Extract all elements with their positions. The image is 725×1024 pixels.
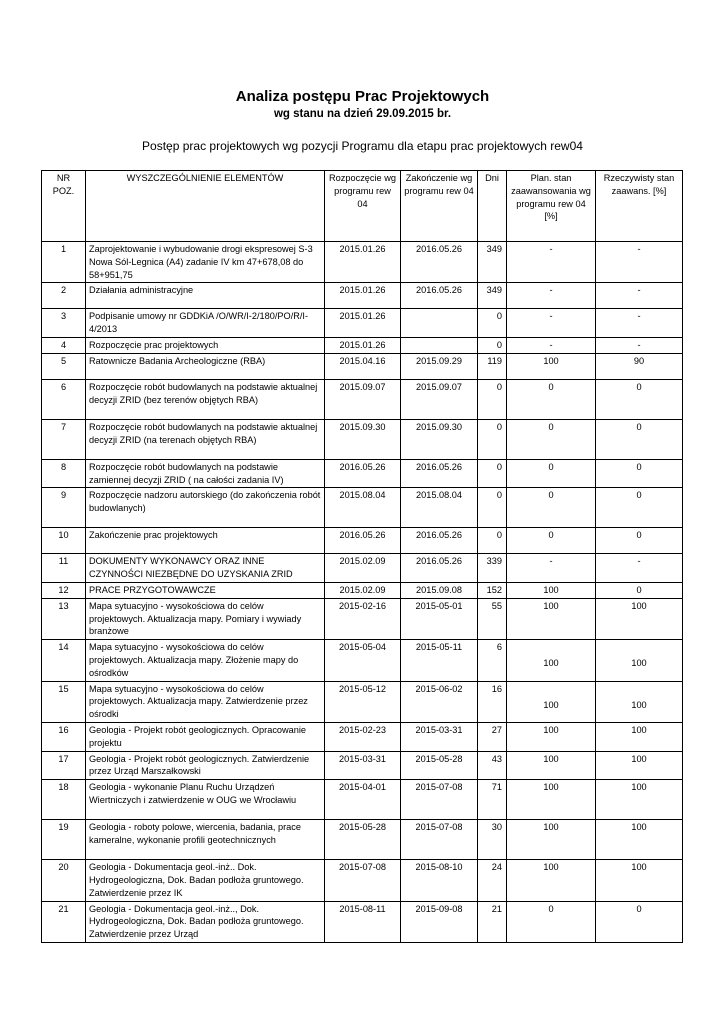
document-title: Analiza postępu Prac Projektowych	[235, 88, 490, 105]
row-actual-progress: 100	[596, 820, 683, 860]
row-days: 30	[478, 820, 507, 860]
table-row	[42, 283, 683, 309]
row-actual-progress: 0	[596, 901, 683, 942]
table-row	[42, 528, 683, 554]
row-end-date: 2015-05-11	[401, 640, 478, 681]
row-days: 119	[478, 353, 507, 379]
row-end-date: 2016.05.26	[401, 554, 478, 583]
row-description: Mapa sytuacyjno - wysokościowa do celów projektowych. Aktualizacja mapy. Pomiary i wywiady branżowe	[86, 598, 325, 639]
row-days: 339	[478, 554, 507, 583]
row-days: 152	[478, 582, 507, 598]
row-plan-progress: 0	[507, 488, 596, 528]
row-description: Ratownicze Badania Archeologiczne (RBA)	[86, 353, 325, 379]
row-actual-progress: 0	[596, 582, 683, 598]
document-subtitle: wg stanu na dzień 29.09.2015 br.	[273, 108, 452, 120]
row-description: DOKUMENTY WYKONAWCY ORAZ INNE CZYNNOŚCI NIEZBĘDNE DO UZYSKANIA ZRID	[86, 554, 325, 583]
row-days: 6	[478, 640, 507, 681]
table-row	[42, 419, 683, 459]
row-number: 8	[42, 459, 86, 488]
row-plan-progress: -	[507, 283, 596, 309]
row-actual-progress: 0	[596, 488, 683, 528]
row-actual-progress: -	[596, 337, 683, 353]
col-header-actual: Rzeczywisty stan zaawans. [%]	[596, 171, 683, 242]
table-row	[42, 379, 683, 419]
row-number: 3	[42, 309, 86, 338]
table-row	[42, 598, 683, 639]
row-actual-progress: 90	[596, 353, 683, 379]
col-header-plan: Plan. stan zaawansowania wg programu rew 04 [%]	[507, 171, 596, 242]
row-number: 7	[42, 419, 86, 459]
table-row	[42, 780, 683, 820]
row-days: 27	[478, 722, 507, 751]
row-end-date: 2015.08.04	[401, 488, 478, 528]
row-end-date: 2015.09.30	[401, 419, 478, 459]
table-row	[42, 242, 683, 283]
table-row	[42, 554, 683, 583]
row-number: 18	[42, 780, 86, 820]
row-actual-progress: 0	[596, 528, 683, 554]
row-end-date	[401, 337, 478, 353]
row-description: Rozpoczęcie robót budowlanych na podstawie aktualnej decyzji ZRID (bez terenów objętych RBA)	[86, 379, 325, 419]
row-description: Mapa sytuacyjno - wysokościowa do celów projektowych. Aktualizacja mapy. Złożenie mapy do ośrodków	[86, 640, 325, 681]
col-header-desc: WYSZCZEGÓLNIENIE ELEMENTÓW	[86, 171, 325, 242]
row-days: 24	[478, 860, 507, 901]
row-start-date: 2016.05.26	[325, 528, 401, 554]
row-start-date: 2015.01.26	[325, 283, 401, 309]
row-end-date: 2015.09.07	[401, 379, 478, 419]
row-start-date: 2015.08.04	[325, 488, 401, 528]
row-plan-progress: -	[507, 337, 596, 353]
row-days: 16	[478, 681, 507, 722]
row-actual-progress: 100	[596, 751, 683, 780]
col-header-days: Dni	[478, 171, 507, 242]
table-row	[42, 681, 683, 722]
row-start-date: 2016.05.26	[325, 459, 401, 488]
row-days: 349	[478, 242, 507, 283]
row-days: 0	[478, 337, 507, 353]
row-number: 19	[42, 820, 86, 860]
row-actual-progress: 100	[596, 598, 683, 639]
row-days: 0	[478, 459, 507, 488]
row-days: 0	[478, 379, 507, 419]
row-days: 0	[478, 419, 507, 459]
row-start-date: 2015-03-31	[325, 751, 401, 780]
row-plan-progress: 100	[507, 860, 596, 901]
row-end-date: 2015-07-08	[401, 820, 478, 860]
row-number: 14	[42, 640, 86, 681]
col-header-start: Rozpoczęcie wg programu rew 04	[325, 171, 401, 242]
row-number: 1	[42, 242, 86, 283]
row-actual-progress: 0	[596, 419, 683, 459]
row-plan-progress: -	[507, 242, 596, 283]
row-start-date: 2015-04-01	[325, 780, 401, 820]
row-description: Zaprojektowanie i wybudowanie drogi ekspresowej S-3 Nowa Sól-Legnica (A4) zadanie IV km 47+678,08 do 58+951,75	[86, 242, 325, 283]
row-number: 17	[42, 751, 86, 780]
row-actual-progress: 100	[596, 640, 683, 681]
row-actual-progress: 0	[596, 379, 683, 419]
row-plan-progress: 100	[507, 640, 596, 681]
row-end-date: 2015.09.29	[401, 353, 478, 379]
row-number: 9	[42, 488, 86, 528]
row-number: 12	[42, 582, 86, 598]
row-plan-progress: 0	[507, 528, 596, 554]
row-description: Rozpoczęcie robót budowlanych na podstawie aktualnej decyzji ZRID (na terenach objętych RBA)	[86, 419, 325, 459]
row-description: Mapa sytuacyjno - wysokościowa do celów projektowych. Aktualizacja mapy. Zatwierdzenie przez ośrodki	[86, 681, 325, 722]
row-days: 55	[478, 598, 507, 639]
row-start-date: 2015-05-12	[325, 681, 401, 722]
row-start-date: 2015-05-04	[325, 640, 401, 681]
row-plan-progress: 100	[507, 751, 596, 780]
row-plan-progress: 100	[507, 582, 596, 598]
row-actual-progress: -	[596, 554, 683, 583]
row-days: 43	[478, 751, 507, 780]
row-start-date: 2015.09.30	[325, 419, 401, 459]
row-plan-progress: -	[507, 309, 596, 338]
row-actual-progress: 100	[596, 681, 683, 722]
row-days: 21	[478, 901, 507, 942]
table-header-row	[42, 171, 683, 242]
row-actual-progress: -	[596, 309, 683, 338]
row-end-date: 2015-09-08	[401, 901, 478, 942]
row-description: Rozpoczęcie prac projektowych	[86, 337, 325, 353]
row-start-date: 2015.02.09	[325, 554, 401, 583]
table-row	[42, 353, 683, 379]
table-row	[42, 309, 683, 338]
row-number: 4	[42, 337, 86, 353]
table-row	[42, 860, 683, 901]
row-description: Zakończenie prac projektowych	[86, 528, 325, 554]
table-row	[42, 582, 683, 598]
row-number: 20	[42, 860, 86, 901]
row-start-date: 2015-07-08	[325, 860, 401, 901]
row-end-date: 2015-05-28	[401, 751, 478, 780]
row-days: 349	[478, 283, 507, 309]
progress-table	[41, 170, 683, 943]
row-end-date: 2015-07-08	[401, 780, 478, 820]
row-start-date: 2015-05-28	[325, 820, 401, 860]
row-description: Podpisanie umowy nr GDDKiA /O/WR/I-2/180/PO/R/I-4/2013	[86, 309, 325, 338]
row-start-date: 2015.01.26	[325, 309, 401, 338]
row-number: 21	[42, 901, 86, 942]
row-description: Rozpoczęcie robót budowlanych na podstawie zamiennej decyzji ZRID ( na całości zadania IV)	[86, 459, 325, 488]
row-plan-progress: 0	[507, 419, 596, 459]
row-end-date: 2015-08-10	[401, 860, 478, 901]
row-plan-progress: -	[507, 554, 596, 583]
row-start-date: 2015-08-11	[325, 901, 401, 942]
row-description: Geologia - Dokumentacja geol.-inż.., Dok. Hydrogeologiczna, Dok. Badan podłoża gruntowego. Zatwierdzenie przez Urząd	[86, 901, 325, 942]
row-description: Rozpoczęcie nadzoru autorskiego (do zakończenia robót budowlanych)	[86, 488, 325, 528]
row-plan-progress: 100	[507, 598, 596, 639]
table-row	[42, 640, 683, 681]
row-end-date: 2016.05.26	[401, 459, 478, 488]
row-start-date: 2015.04.16	[325, 353, 401, 379]
row-start-date: 2015.01.26	[325, 242, 401, 283]
row-description: Geologia - wykonanie Planu Ruchu Urządzeń Wiertniczych i zatwierdzenie w OUG we Wrocławiu	[86, 780, 325, 820]
row-number: 5	[42, 353, 86, 379]
row-description: Geologia - Projekt robót geologicznych. Zatwierdzenie przez Urząd Marszałkowski	[86, 751, 325, 780]
col-header-end: Zakończenie wg programu rew 04	[401, 171, 478, 242]
table-caption: Postęp prac projektowych wg pozycji Programu dla etapu prac projektowych rew04	[142, 139, 583, 153]
row-plan-progress: 100	[507, 780, 596, 820]
row-actual-progress: -	[596, 283, 683, 309]
row-actual-progress: 100	[596, 860, 683, 901]
row-plan-progress: 100	[507, 820, 596, 860]
table-row	[42, 820, 683, 860]
row-plan-progress: 0	[507, 379, 596, 419]
row-number: 2	[42, 283, 86, 309]
row-number: 16	[42, 722, 86, 751]
row-number: 10	[42, 528, 86, 554]
row-description: Działania administracyjne	[86, 283, 325, 309]
row-description: Geologia - Projekt robót geologicznych. Opracowanie projektu	[86, 722, 325, 751]
row-plan-progress: 0	[507, 459, 596, 488]
row-actual-progress: 100	[596, 722, 683, 751]
row-end-date: 2015.09.08	[401, 582, 478, 598]
row-actual-progress: 0	[596, 459, 683, 488]
row-number: 11	[42, 554, 86, 583]
col-header-nr: NR POZ.	[42, 171, 86, 242]
table-body	[42, 242, 683, 943]
row-days: 0	[478, 309, 507, 338]
row-actual-progress: -	[596, 242, 683, 283]
row-actual-progress: 100	[596, 780, 683, 820]
table-row	[42, 488, 683, 528]
row-number: 15	[42, 681, 86, 722]
row-number: 6	[42, 379, 86, 419]
row-end-date: 2015-05-01	[401, 598, 478, 639]
row-start-date: 2015.02.09	[325, 582, 401, 598]
table-row	[42, 751, 683, 780]
row-description: PRACE PRZYGOTOWAWCZE	[86, 582, 325, 598]
table-row	[42, 337, 683, 353]
row-start-date: 2015-02-16	[325, 598, 401, 639]
row-description: Geologia - Dokumentacja geol.-inż.. Dok. Hydrogeologiczna, Dok. Badan podłoża gruntowego. Zatwierdzenie przez IK	[86, 860, 325, 901]
row-start-date: 2015.01.26	[325, 337, 401, 353]
row-start-date: 2015-02-23	[325, 722, 401, 751]
row-end-date: 2016.05.26	[401, 283, 478, 309]
row-end-date	[401, 309, 478, 338]
row-plan-progress: 100	[507, 722, 596, 751]
row-end-date: 2016.05.26	[401, 528, 478, 554]
table-row	[42, 901, 683, 942]
row-description: Geologia - roboty polowe, wiercenia, badania, prace kameralne, wykonanie profili geotechnicznych	[86, 820, 325, 860]
row-days: 0	[478, 528, 507, 554]
row-plan-progress: 100	[507, 353, 596, 379]
row-days: 0	[478, 488, 507, 528]
table-row	[42, 459, 683, 488]
table-row	[42, 722, 683, 751]
row-plan-progress: 100	[507, 681, 596, 722]
row-end-date: 2015-03-31	[401, 722, 478, 751]
row-days: 71	[478, 780, 507, 820]
row-end-date: 2016.05.26	[401, 242, 478, 283]
row-end-date: 2015-06-02	[401, 681, 478, 722]
row-start-date: 2015.09.07	[325, 379, 401, 419]
row-number: 13	[42, 598, 86, 639]
row-plan-progress: 0	[507, 901, 596, 942]
